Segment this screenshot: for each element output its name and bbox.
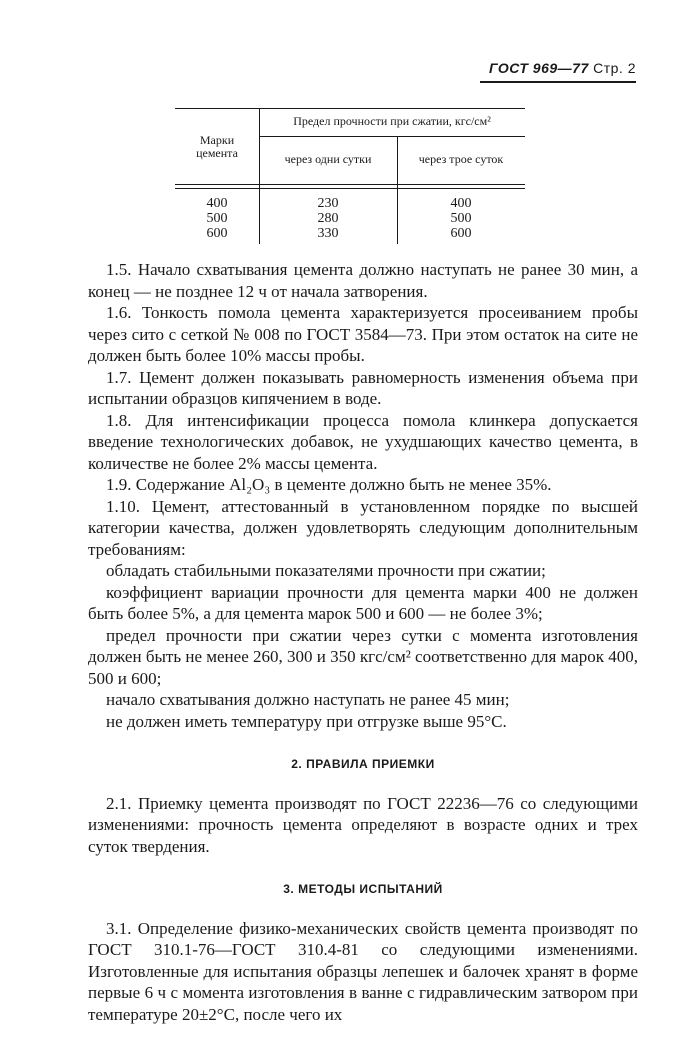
column-header-three-days: через трое суток <box>418 152 504 166</box>
table-mid-rule <box>259 136 525 137</box>
paragraph-1-9: 1.9. Содержание Al₂O₃ в цементе должно быть не менее 35%. <box>106 475 552 494</box>
table-cell-three-days: 600 <box>450 226 472 241</box>
column-header-marks-line2: цемента <box>196 146 238 160</box>
requirement-1: обладать стабильными показателями прочности при сжатии; <box>106 561 546 580</box>
table-cell-one-day: 280 <box>317 211 339 226</box>
section-2-title: 2. ПРАВИЛА ПРИЕМКИ <box>291 757 435 771</box>
table-top-rule <box>175 108 525 109</box>
cement-strength-table <box>175 108 525 244</box>
paragraph-1-7: 1.7. Цемент должен показывать равномерность изменения объема при испытании образцов кипячением в воде. <box>88 367 638 408</box>
table-cell-mark: 600 <box>206 226 228 241</box>
table-cell-three-days: 400 <box>450 196 472 211</box>
table-header-rule-double <box>175 188 525 189</box>
paragraph-2-1: 2.1. Приемку цемента производят по ГОСТ 22236—76 со следующими изменениями: прочность цемента определяют в возрасте одних и трех суток твердения. <box>88 793 638 856</box>
document-number: ГОСТ 969—77 <box>488 60 589 76</box>
page-number: Стр. 2 <box>593 60 636 76</box>
paragraph-3-1: 3.1. Определение физико-механических свойств цемента производят по ГОСТ 310.1-76—ГОСТ 310.4-81 со следующими изменениями. Изготовленные для испытания образцы лепешек и балочек хранят в форме первые 6 ч с момента изготовления в ванне с гидравлическим затвором при температуре 20±2°С, после чего их <box>88 918 638 1024</box>
requirement-4: начало схватывания должно наступать не ранее 45 мин; <box>106 690 510 709</box>
paragraph-1-8: 1.8. Для интенсификации процесса помола клинкера допускается введение технологических добавок, не ухудшающих качество цемента, в количестве не более 2% массы цемента. <box>88 410 638 473</box>
table-cell-one-day: 230 <box>317 196 339 211</box>
requirement-3: предел прочности при сжатии через сутки с момента изготовления должен быть не менее 260, 300 и 350 кгс/см² соответственно для марок 400, 500 и 600; <box>88 625 638 688</box>
column-marks <box>175 196 259 241</box>
table-cell-three-days: 500 <box>450 211 472 226</box>
section-3-title: 3. МЕТОДЫ ИСПЫТАНИЙ <box>283 882 443 896</box>
document-body <box>88 259 638 1025</box>
table-cell-mark: 400 <box>206 196 228 211</box>
column-header-one-day: через одни сутки <box>284 152 372 166</box>
column-header-marks <box>175 134 259 160</box>
column-header-marks-line1: Марки <box>199 133 235 147</box>
requirement-2: коэффициент вариации прочности для цемента марки 400 не должен быть более 5%, а для цемента марок 500 и 600 — не более 3%; <box>88 582 638 623</box>
page-header <box>480 60 636 83</box>
paragraph-1-5: 1.5. Начало схватывания цемента должно наступать не ранее 30 мин, а конец — не позднее 12 ч от начала затворения. <box>88 260 638 301</box>
column-header-strength: Предел прочности при сжатии, кгс/см² <box>293 114 491 128</box>
table-header-rule <box>175 184 525 185</box>
paragraph-1-6: 1.6. Тонкость помола цемента характеризуется просеиванием пробы через сито с сеткой № 008 по ГОСТ 3584—73. При этом остаток на сите не должен быть более 10% массы пробы. <box>88 303 638 365</box>
table-cell-mark: 500 <box>206 211 228 226</box>
requirement-5: не должен иметь температуру при отгрузке выше 95°С. <box>106 711 507 731</box>
column-one-day <box>259 196 397 241</box>
paragraph-1-10: 1.10. Цемент, аттестованный в установленном порядке по высшей категории качества, должен удовлетворять следующим дополнительным требованиям: <box>88 496 638 559</box>
table-cell-one-day: 330 <box>317 226 339 241</box>
column-three-days <box>397 196 525 241</box>
